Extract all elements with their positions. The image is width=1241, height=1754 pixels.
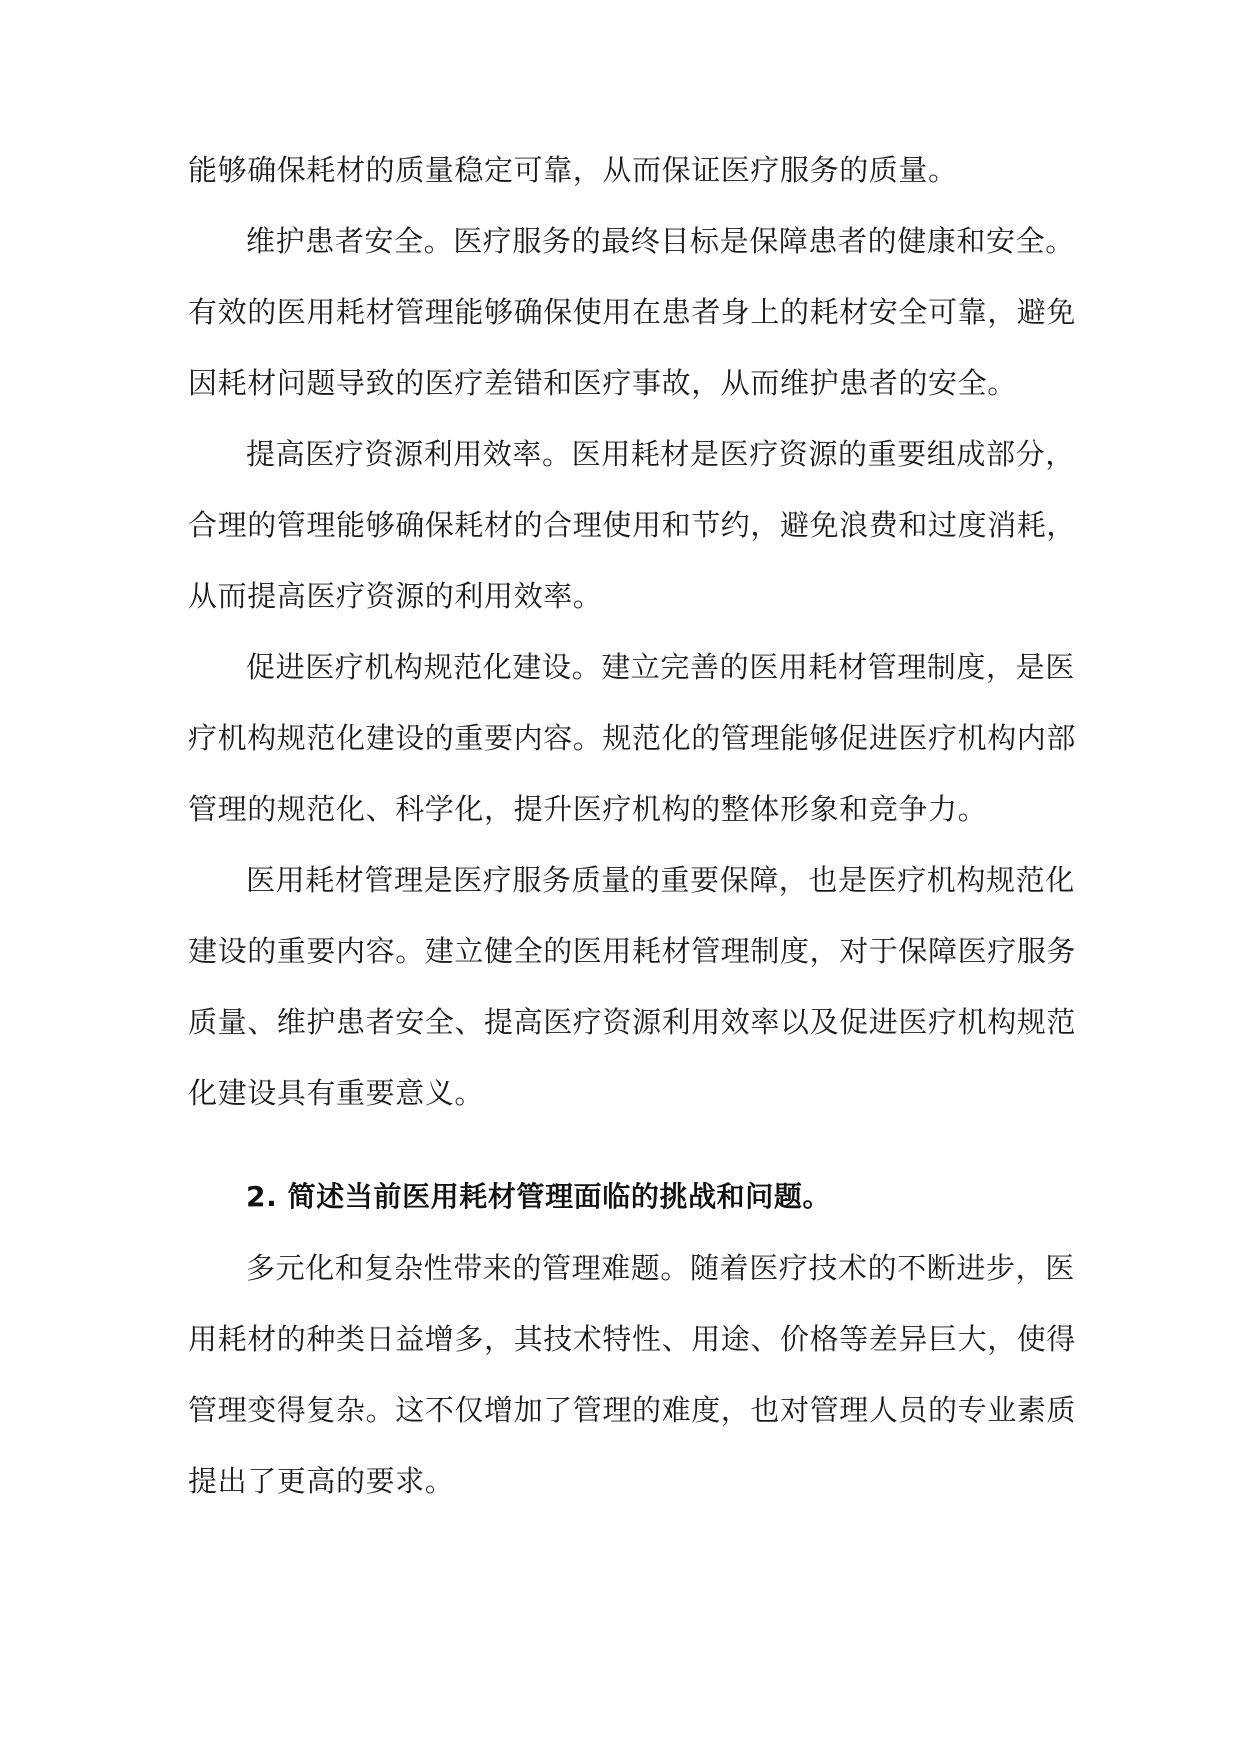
paragraph-line: 用耗材的种类日益增多，其技术特性、用途、价格等差异巨大，使得 xyxy=(188,1322,1077,1356)
paragraph-line: 提高医疗资源利用效率。医用耗材是医疗资源的重要组成部分， xyxy=(246,437,1075,471)
paragraph-line: 管理变得复杂。这不仅增加了管理的难度，也对管理人员的专业素质 xyxy=(188,1393,1077,1427)
paragraph-line: 多元化和复杂性带来的管理难题。随着医疗技术的不断进步，医 xyxy=(246,1251,1075,1285)
paragraph-line: 管理的规范化、科学化，提升医疗机构的整体形象和竞争力。 xyxy=(188,792,988,826)
paragraph-line: 能够确保耗材的质量稳定可靠，从而保证医疗服务的质量。 xyxy=(188,153,958,187)
paragraph-line: 维护患者安全。医疗服务的最终目标是保障患者的健康和安全。 xyxy=(246,224,1075,258)
paragraph-line: 医用耗材管理是医疗服务质量的重要保障，也是医疗机构规范化 xyxy=(246,863,1075,897)
paragraph-line: 合理的管理能够确保耗材的合理使用和节约，避免浪费和过度消耗， xyxy=(188,508,1077,542)
paragraph-line: 质量、维护患者安全、提高医疗资源利用效率以及促进医疗机构规范 xyxy=(188,1005,1077,1039)
paragraph-line: 促进医疗机构规范化建设。建立完善的医用耗材管理制度，是医 xyxy=(246,650,1075,684)
paragraph-line: 疗机构规范化建设的重要内容。规范化的管理能够促进医疗机构内部 xyxy=(188,721,1077,755)
paragraph-line: 提出了更高的要求。 xyxy=(188,1464,455,1498)
paragraph-line: 有效的医用耗材管理能够确保使用在患者身上的耗材安全可靠，避免 xyxy=(188,295,1077,329)
section-heading: 2. 简述当前医用耗材管理面临的挑战和问题。 xyxy=(246,1180,832,1213)
paragraph-line: 化建设具有重要意义。 xyxy=(188,1076,485,1110)
paragraph-line: 建设的重要内容。建立健全的医用耗材管理制度，对于保障医疗服务 xyxy=(188,934,1077,968)
paragraph-line: 从而提高医疗资源的利用效率。 xyxy=(188,579,603,613)
paragraph-line: 因耗材问题导致的医疗差错和医疗事故，从而维护患者的安全。 xyxy=(188,366,1017,400)
